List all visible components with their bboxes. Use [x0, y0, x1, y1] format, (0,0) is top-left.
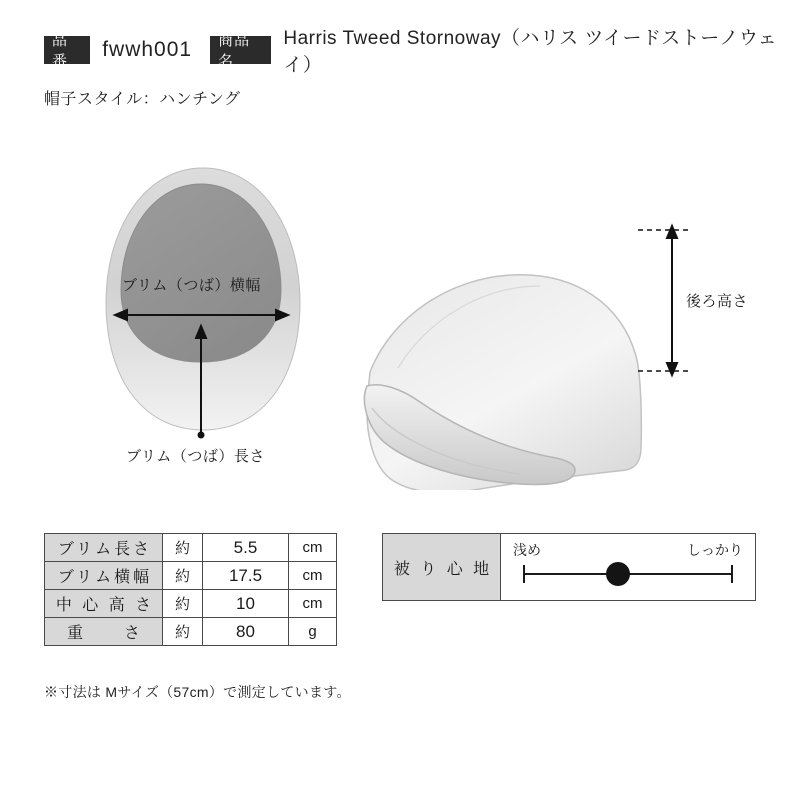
fit-scale [501, 534, 755, 600]
spec-value: 80 [203, 618, 289, 646]
brim-length-label: ブリム（つば）長さ [126, 448, 265, 465]
spec-name: 重 さ [45, 618, 163, 646]
spec-name: ブリム横幅 [45, 562, 163, 590]
spec-approx: 約 [163, 534, 203, 562]
spec-value: 10 [203, 590, 289, 618]
fit-feel-label: 被 り 心 地 [383, 534, 501, 600]
hat-style-text: 帽子スタイル：ハンチング [44, 91, 241, 108]
table-row [45, 590, 337, 618]
spec-approx: 約 [163, 562, 203, 590]
measurement-diagram [0, 130, 800, 490]
product-name-label: 商品名 [210, 36, 271, 64]
fit-scale-tick-right [731, 565, 733, 583]
back-height-extension-lines [638, 230, 688, 371]
spec-unit: cm [289, 534, 337, 562]
top-view-shape [106, 168, 300, 430]
spec-value: 17.5 [203, 562, 289, 590]
table-row [45, 618, 337, 646]
product-code-label: 品番 [44, 36, 90, 64]
product-header [44, 28, 800, 76]
side-view-shape [364, 275, 641, 490]
spec-approx: 約 [163, 590, 203, 618]
product-name-value: Harris Tweed Stornoway（ハリス ツイードストーノウェイ） [283, 28, 778, 76]
fit-scale-tick-left [523, 565, 525, 583]
spec-table [44, 533, 337, 646]
spec-name: 中 心 高 さ [45, 590, 163, 618]
brim-width-label: ブリム（つば）横幅 [122, 277, 261, 294]
spec-unit: cm [289, 590, 337, 618]
table-row [45, 534, 337, 562]
fit-scale-marker [606, 562, 630, 586]
table-row [45, 562, 337, 590]
spec-approx: 約 [163, 618, 203, 646]
product-code-value: fwwh001 [102, 38, 193, 61]
measurement-note: ※寸法は Mサイズ（57cm）で測定しています。 [44, 684, 351, 700]
diagram-svg [0, 130, 800, 490]
fit-feel-box [382, 533, 756, 601]
fit-scale-max-label: しっかり [687, 542, 743, 558]
fit-scale-min-label: 浅め [513, 542, 541, 558]
spec-value: 5.5 [203, 534, 289, 562]
spec-unit: cm [289, 562, 337, 590]
back-height-arrow [667, 226, 677, 375]
back-height-label: 後ろ高さ [686, 293, 749, 310]
spec-unit: g [289, 618, 337, 646]
spec-name: ブリム長さ [45, 534, 163, 562]
